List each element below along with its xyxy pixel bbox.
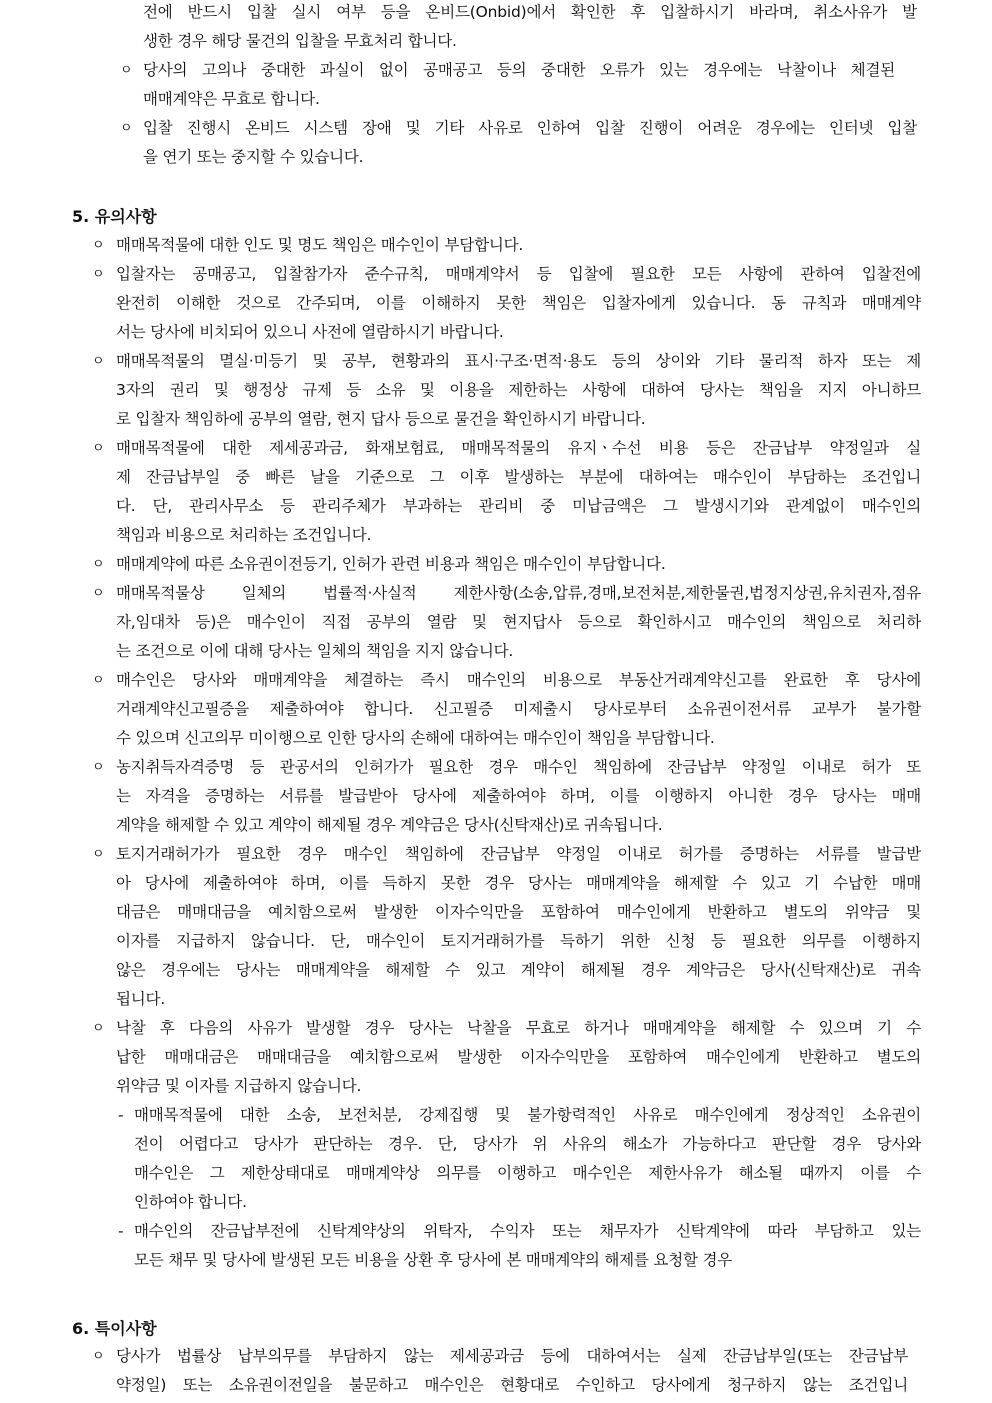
paragraph-line: 낙찰 후 다음의 사유가 발생할 경우 당사는 낙찰을 무효로 하거나 매매계약을 해제할 수 있으며 기 수 — [116, 1019, 921, 1037]
bullet-marker: ㅇ — [92, 673, 105, 688]
paragraph-line: 는 조건으로 이에 대해 당사는 일체의 책임을 지지 않습니다. — [116, 642, 514, 660]
paragraph-line: 약정일) 또는 소유권이전일을 불문하고 매수인은 현황대로 수인하고 당사에게 청구하지 않는 조건입니 — [116, 1376, 908, 1394]
paragraph-line: 제 잔금납부일 중 빠른 날을 기준으로 그 이후 발생하는 부분에 대하여는 매수인이 부담하는 조건입니 — [116, 468, 921, 486]
paragraph-line: 자,임대차 등)은 매수인이 직접 공부의 열람 및 현지답사 등으로 확인하시고 매수인의 책임으로 처리하 — [116, 613, 921, 631]
paragraph-line: 전이 어렵다고 당사가 판단하는 경우. 단, 당사가 위 사유의 해소가 가능하다고 판단할 경우 당사와 — [134, 1135, 921, 1153]
paragraph-line: 토지거래허가가 필요한 경우 매수인 책임하에 잔금납부 약정일 이내로 허가를 증명하는 서류를 발급받 — [116, 845, 921, 863]
paragraph-line: 입찰자는 공매공고, 입찰참가자 준수규칙, 매매계약서 등 입찰에 필요한 모든 사항에 관하여 입찰전에 — [116, 265, 921, 283]
paragraph-line: 매매목적물의 멸실·미등기 및 공부, 현황과의 표시·구조·면적·용도 등의 상이와 기타 물리적 하자 또는 제 — [116, 352, 921, 370]
dash-marker: - — [118, 1222, 124, 1240]
paragraph-line: 로 입찰자 책임하에 공부의 열람, 현지 답사 등으로 물건을 확인하시기 바랍니다. — [116, 410, 646, 428]
bullet-marker: ㅇ — [92, 267, 105, 282]
bullet-marker: ㅇ — [120, 63, 133, 78]
paragraph-line: 인하여야 합니다. — [134, 1193, 247, 1211]
paragraph-line: 아 당사에 제출하여야 하며, 이를 득하지 못한 경우 당사는 매매계약을 해제할 수 있고 기 수납한 매매 — [116, 874, 921, 892]
paragraph-line: 매매계약은 무효로 합니다. — [143, 90, 320, 108]
paragraph-line: 수 있으며 신고의무 미이행으로 인한 당사의 손해에 대하여는 매수인이 책임을 부담합니다. — [116, 729, 715, 747]
paragraph-line: 매수인은 그 제한상태대로 매매계약상 의무를 이행하고 매수인은 제한사유가 해소될 때까지 이를 수 — [134, 1164, 921, 1182]
bullet-marker: ㅇ — [92, 1349, 105, 1364]
paragraph-line: 매매목적물에 대한 인도 및 명도 책임은 매수인이 부담합니다. — [116, 236, 524, 254]
paragraph-line: 당사가 법률상 납부의무를 부담하지 않는 제세공과금 등에 대하여서는 실제 잔금납부일(또는 잔금납부 — [116, 1347, 908, 1365]
paragraph-line: 입찰 진행시 온비드 시스템 장애 및 기타 사유로 인하여 입찰 진행이 어려운 경우에는 인터넷 입찰 — [143, 119, 917, 137]
bullet-marker: ㅇ — [120, 121, 133, 136]
paragraph-line: 생한 경우 해당 물건의 입찰을 무효처리 합니다. — [143, 32, 457, 50]
paragraph-line: 않은 경우에는 당사는 매매계약을 해제할 수 있고 계약이 해제될 경우 계약금은 당사(신탁재산)로 귀속 — [116, 961, 921, 979]
paragraph-line: 는 자격을 증명하는 서류를 발급받아 당사에 제출하여야 하며, 이를 이행하지 아니한 경우 당사는 매매 — [116, 787, 921, 805]
paragraph-line: 서는 당사에 비치되어 있으니 사전에 열람하시기 바랍니다. — [116, 323, 504, 341]
paragraph-line: 매매계약에 따른 소유권이전등기, 인허가 관련 비용과 책임은 매수인이 부담합니다. — [116, 555, 666, 573]
bullet-marker: ㅇ — [92, 760, 105, 775]
section-heading-6: 6. 특이사항 — [72, 1319, 157, 1338]
bullet-marker: ㅇ — [92, 238, 105, 253]
paragraph-line: 다. 단, 관리사무소 등 관리주체가 부과하는 관리비 중 미납금액은 그 발생시기와 관계없이 매수인의 — [116, 497, 921, 515]
paragraph-line: 대금은 매매대금을 예치함으로써 발생한 이자수익만을 포함하여 매수인에게 반환하고 별도의 위약금 및 — [116, 903, 921, 921]
paragraph-line: 거래계약신고필증을 제출하여야 합니다. 신고필증 미제출시 당사로부터 소유권이전서류 교부가 불가할 — [116, 700, 921, 718]
paragraph-line: 책임과 비용으로 처리하는 조건입니다. — [116, 526, 372, 544]
paragraph-line: 전에 반드시 입찰 실시 여부 등을 온비드(Onbid)에서 확인한 후 입찰하시기 바라며, 취소사유가 발 — [143, 3, 917, 21]
paragraph-line: 매매목적물상 일체의 법률적·사실적 제한사항(소송,압류,경매,보전처분,제한물권,법정지상권,유치권자,점유 — [116, 584, 921, 602]
paragraph-line: 3자의 권리 및 행정상 규제 등 소유 및 이용을 제한하는 사항에 대하여 당사는 책임을 지지 아니하므 — [116, 381, 921, 399]
paragraph-line: 매매목적물에 대한 제세공과금, 화재보험료, 매매목적물의 유지ㆍ수선 비용 등은 잔금납부 약정일과 실 — [116, 439, 921, 457]
paragraph-line: 됩니다. — [116, 990, 166, 1008]
bullet-marker: ㅇ — [92, 441, 105, 456]
paragraph-line: 을 연기 또는 중지할 수 있습니다. — [143, 148, 364, 166]
bullet-marker: ㅇ — [92, 557, 105, 572]
paragraph-line: 당사의 고의나 중대한 과실이 없이 공매공고 등의 중대한 오류가 있는 경우에는 낙찰이나 체결된 — [143, 61, 895, 79]
paragraph-line: 위약금 및 이자를 지급하지 않습니다. — [116, 1077, 362, 1095]
bullet-marker: ㅇ — [92, 586, 105, 601]
bullet-marker: ㅇ — [92, 354, 105, 369]
paragraph-line: 이자를 지급하지 않습니다. 단, 매수인이 토지거래허가를 득하기 위한 신청 등 필요한 의무를 이행하지 — [116, 932, 921, 950]
paragraph-line: 모든 채무 및 당사에 발생된 모든 비용을 상환 후 당사에 본 매매계약의 해제를 요청할 경우 — [134, 1251, 733, 1269]
section-heading-5: 5. 유의사항 — [72, 207, 157, 226]
paragraph-line: 매매목적물에 대한 소송, 보전처분, 강제집행 및 불가항력적인 사유로 매수인에게 정상적인 소유권이 — [134, 1106, 921, 1124]
dash-marker: - — [118, 1106, 124, 1124]
bullet-marker: ㅇ — [92, 1021, 105, 1036]
paragraph-line: 매수인의 잔금납부전에 신탁계약상의 위탁자, 수익자 또는 채무자가 신탁계약에 따라 부담하고 있는 — [134, 1222, 921, 1240]
paragraph-line: 계약을 해제할 수 있고 계약이 해제될 경우 계약금은 당사(신탁재산)로 귀속됩니다. — [116, 816, 663, 834]
paragraph-line: 완전히 이해한 것으로 간주되며, 이를 이해하지 못한 책임은 입찰자에게 있습니다. 동 규칙과 매매계약 — [116, 294, 921, 312]
paragraph-line: 매수인은 당사와 매매계약을 체결하는 즉시 매수인의 비용으로 부동산거래계약신고를 완료한 후 당사에 — [116, 671, 921, 689]
paragraph-line: 납한 매매대금은 매매대금을 예치함으로써 발생한 이자수익만을 포함하여 매수인에게 반환하고 별도의 — [116, 1048, 921, 1066]
paragraph-line: 농지취득자격증명 등 관공서의 인허가가 필요한 경우 매수인 책임하에 잔금납부 약정일 이내로 허가 또 — [116, 758, 921, 776]
bullet-marker: ㅇ — [92, 847, 105, 862]
